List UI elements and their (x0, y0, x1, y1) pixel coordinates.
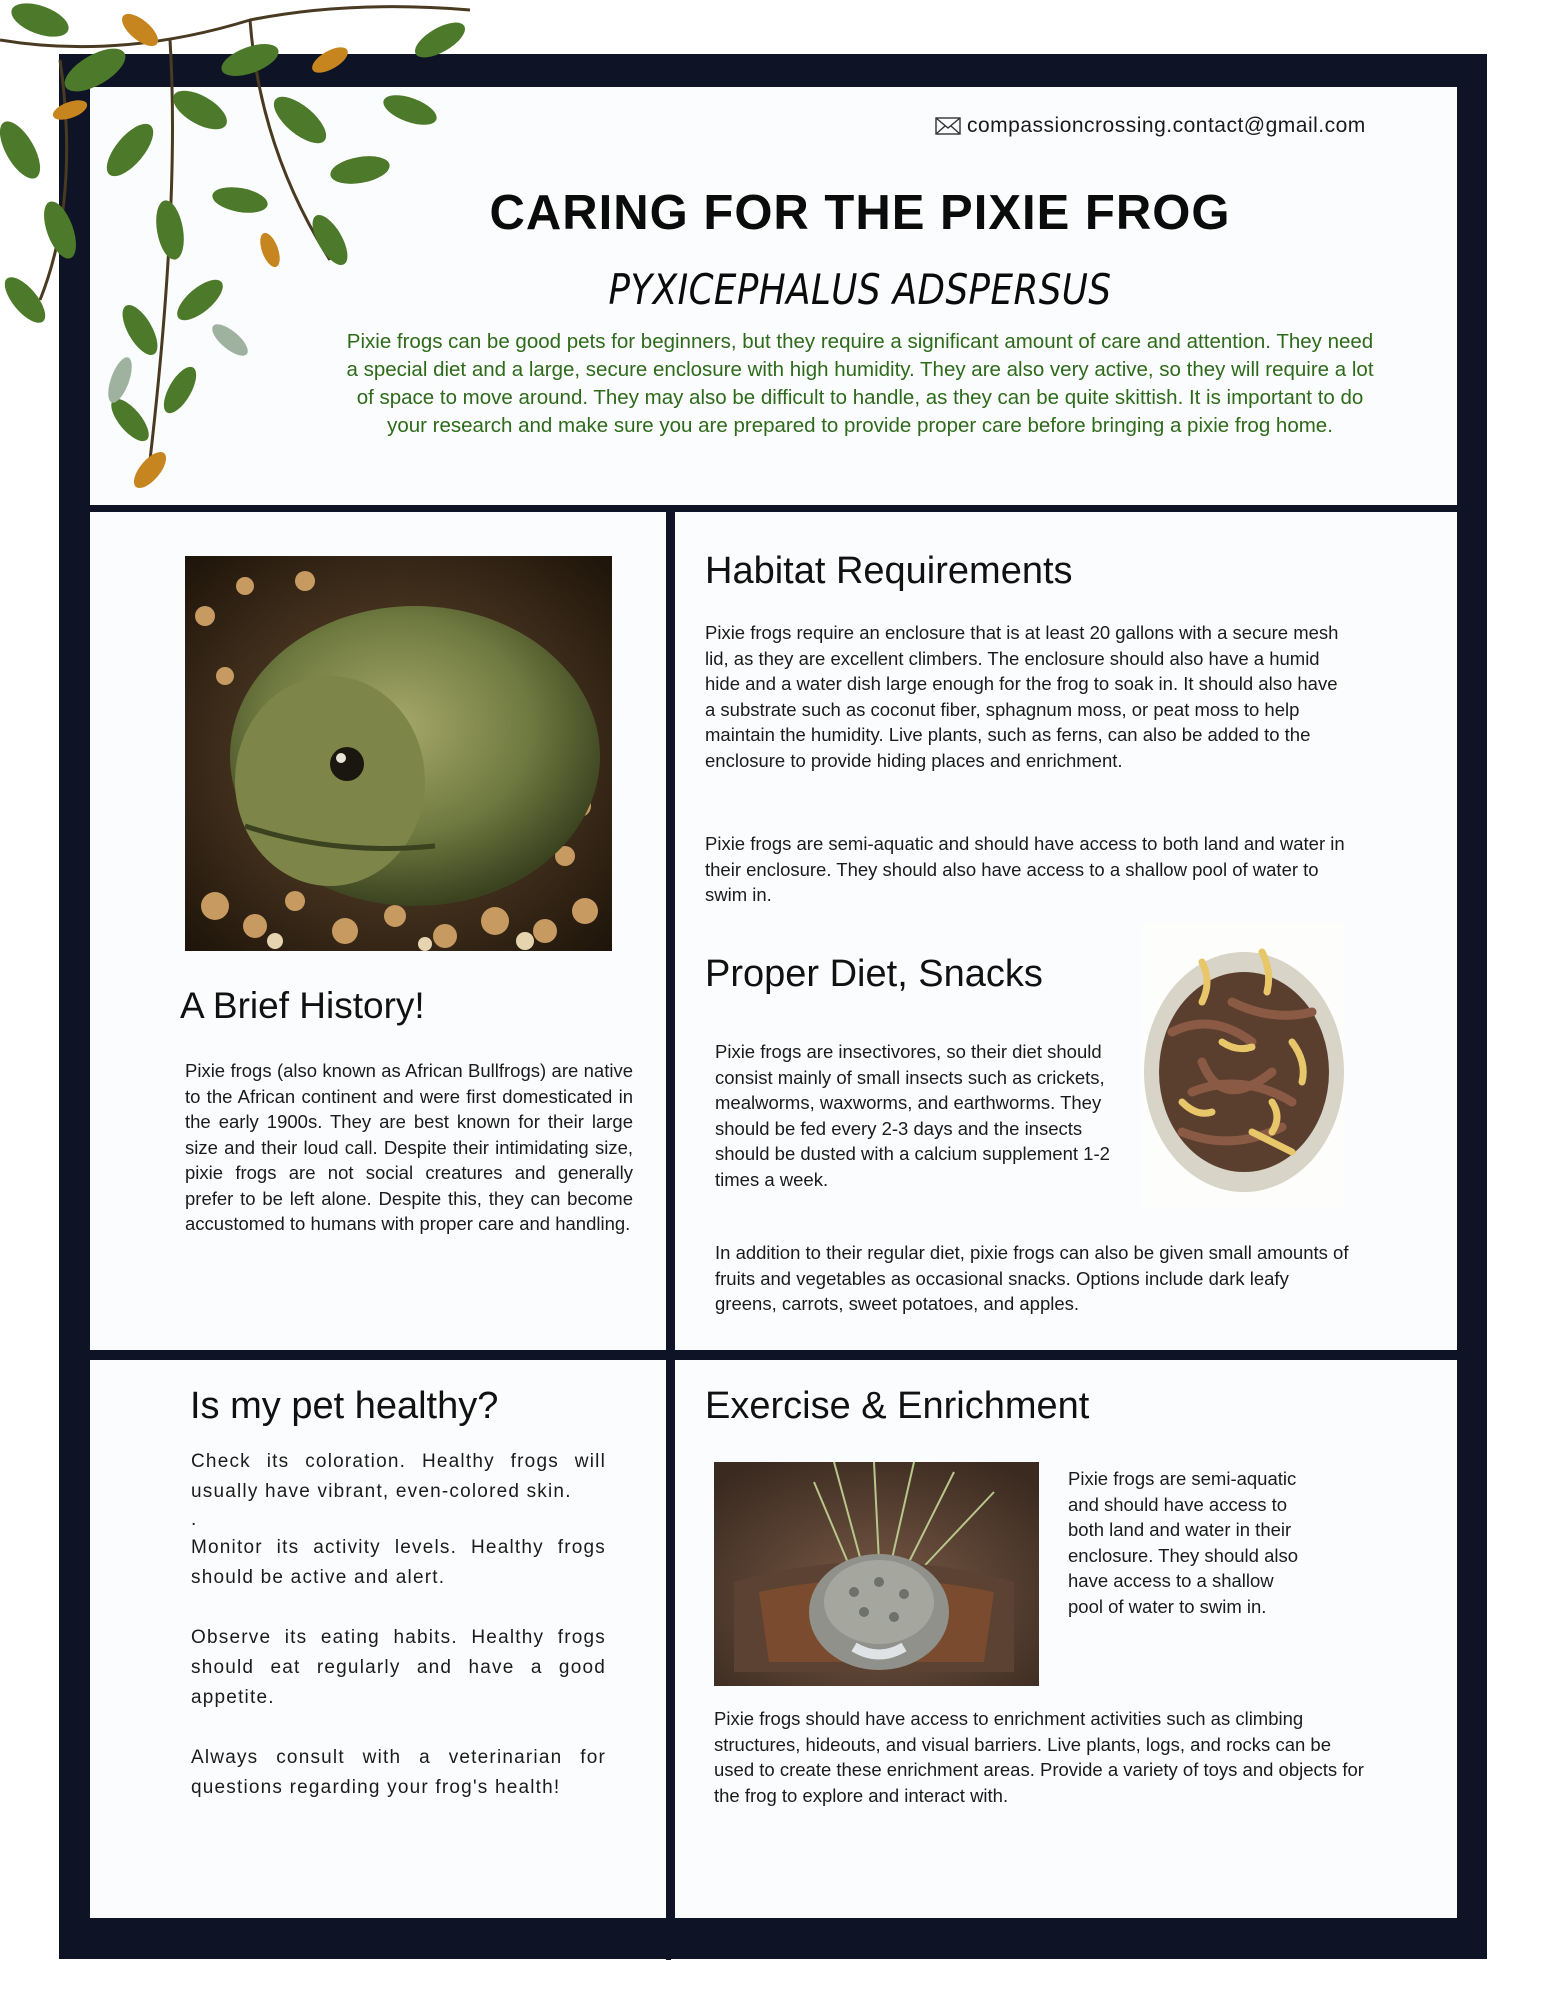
divider-vertical (666, 505, 671, 1960)
contact-email[interactable] (935, 114, 1545, 138)
habitat-title: Habitat Requirements (705, 550, 1073, 592)
history-title: A Brief History! (180, 985, 425, 1026)
enrichment-title: Exercise & Enrichment (705, 1385, 1090, 1427)
divider-top (80, 505, 1480, 510)
enrichment-side-text: Pixie frogs are semi-aquatic and should have access to both land and water in their enclosure. They should also have access to a shallow pool of water to swim in. (1068, 1468, 1299, 1617)
intro-text: Pixie frogs can be good pets for beginners, but they require a significant amount of care and attention. They need a special diet and a large, secure enclosure with high humidity. They are also very active, so they will require a lot of space to move around. They may also be difficult to handle, as they can be quite skittish. It is important to do your research and make sure you are prepared to provide proper care before bringing a pixie frog home. (346, 330, 1374, 437)
divider-middle (70, 1351, 1470, 1356)
diet-text-2: In addition to their regular diet, pixie frogs can also be given small amounts of fruits and vegetables as occasional snacks. Options include dark leafy greens, carrots, sweet potatoes, and apples. (715, 1242, 1349, 1314)
mail-icon (935, 116, 961, 136)
email-text[interactable]: compassioncrossing.contact@gmail.com (967, 114, 1366, 137)
health-tip-coloration: Check its coloration. Healthy frogs will usually have vibrant, even-colored skin. (191, 1451, 606, 1502)
enrichment-text: Pixie frogs should have access to enrichment activities such as climbing structures, hideouts, and visual barriers. Live plants, logs, and rocks can be used to create these enrichment areas. Provide a variety of toys and objects for the frog to explore and interact with. (714, 1708, 1364, 1806)
diet-title: Proper Diet, Snacks (705, 953, 1043, 995)
habitat-text-1: Pixie frogs require an enclosure that is at least 20 gallons with a secure mesh lid, as they are excellent climbers. The enclosure should also have a humid hide and a water dish large enough for the frog to soak in. It should also have a substrate such as coconut fiber, sphagnum moss, or peat moss to help maintain the humidity. Live plants, such as ferns, can also be added to the enclosure to provide hiding places and enrichment. (705, 622, 1339, 771)
health-text (191, 1447, 606, 1833)
frog-photo (185, 556, 612, 951)
frog-pool-photo (714, 1462, 1039, 1686)
health-tip-activity: Monitor its activity levels. Healthy frogs should be active and alert. (191, 1537, 606, 1588)
worms-photo (1142, 922, 1345, 1209)
history-text: Pixie frogs (also known as African Bullfrogs) are native to the African continent and were first domesticated in the early 1900s. They are best known for their large size and their loud call. Despite their intimidating size, pixie frogs are not social creatures and generally prefer to be left alone. Despite this, they can become accustomed to humans with proper care and handling. (185, 1060, 633, 1234)
habitat-text-2: Pixie frogs are semi-aquatic and should have access to both land and water in their enclosure. They should also have access to a shallow pool of water to swim in. (705, 833, 1345, 905)
health-tip-eating: Observe its eating habits. Healthy frogs should eat regularly and have a good appetite. (191, 1627, 606, 1708)
health-title: Is my pet healthy? (190, 1385, 499, 1427)
diet-text-1: Pixie frogs are insectivores, so their diet should consist mainly of small insects such as crickets, mealworms, waxworms, and earthworms. They should be fed every 2-3 days and the insects should be dusted with a calcium supplement 1-2 times a week. (715, 1041, 1110, 1190)
page-title: CARING FOR THE PIXIE FROG (489, 186, 1231, 240)
scientific-name: PYXICEPHALUS ADSPERSUS (608, 265, 1112, 314)
health-tip-vet: Always consult with a veterinarian for questions regarding your frog's health! (191, 1747, 606, 1798)
health-tip-dot: . (191, 1509, 198, 1530)
